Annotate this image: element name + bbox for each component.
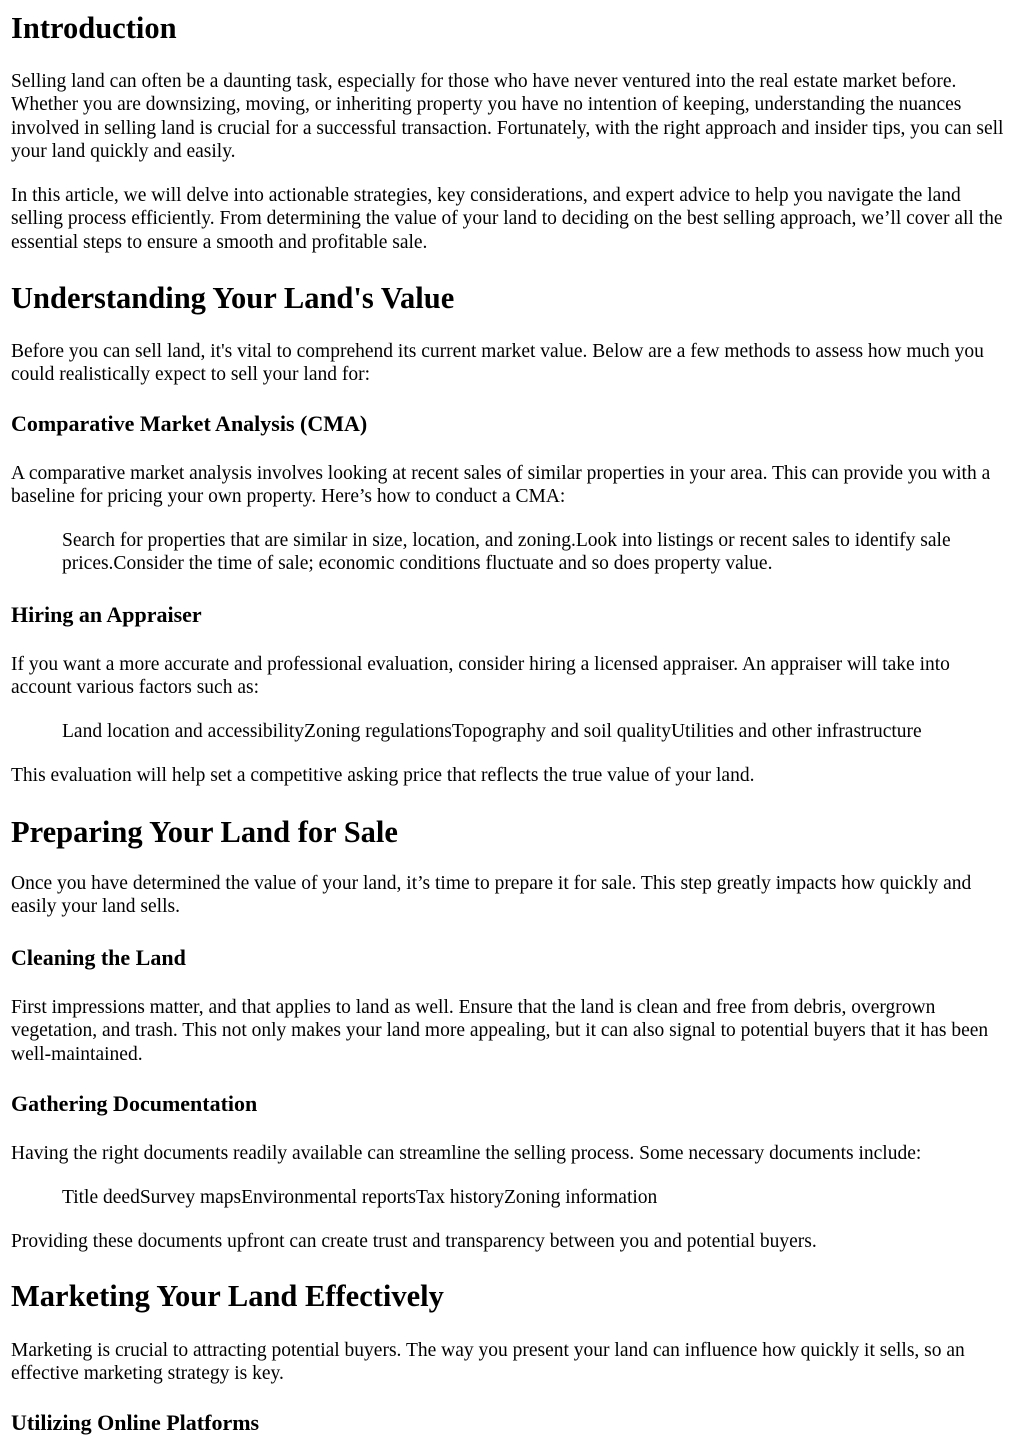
cma-list: Search for properties that are similar in size, location, and zoning.Look into listings or recent sales to identify sale prices.Consider the time of sale; economic conditions fluctuate and so does property value. — [62, 530, 951, 575]
heading-hiring-appraiser: Hiring an Appraiser — [11, 602, 202, 627]
appraiser-paragraph: If you want a more accurate and professional evaluation, consider hiring a licensed appraiser. An appraiser will take into account various factors such as: — [11, 654, 950, 699]
docs-paragraph-2: Providing these documents upfront can create trust and transparency between you and potential buyers. — [11, 1231, 817, 1252]
heading-cleaning-land: Cleaning the Land — [11, 945, 186, 970]
heading-preparing-land: Preparing Your Land for Sale — [11, 815, 398, 849]
docs-paragraph: Having the right documents readily available can streamline the selling process. Some necessary documents include: — [11, 1143, 922, 1164]
cleaning-paragraph: First impressions matter, and that applies to land as well. Ensure that the land is clean and free from debris, overgrown vegetation, and trash. This not only makes your land more appealing, but it can also signal to potential buyers that it has been well-maintained. — [11, 997, 989, 1065]
prepare-paragraph: Once you have determined the value of your land, it’s time to prepare it for sale. This step greatly impacts how quickly and easily your land sells. — [11, 873, 972, 918]
cma-paragraph: A comparative market analysis involves looking at recent sales of similar properties in your area. This can provide you with a baseline for pricing your own property. Here’s how to conduct a CMA: — [11, 463, 991, 508]
intro-paragraph-1: Selling land can often be a daunting task, especially for those who have never ventured into the real estate market before. Whether you are downsizing, moving, or inheriting property you have no intention of keeping, understanding the nuances involved in selling land is crucial for a successful transaction. Fortunately, with the right approach and insider tips, you can sell your land quickly and easily. — [11, 71, 1004, 162]
appraiser-list: Land location and accessibilityZoning regulationsTopography and soil qualityUtilities and other infrastructure — [62, 721, 922, 742]
heading-cma: Comparative Market Analysis (CMA) — [11, 411, 368, 436]
heading-marketing-land: Marketing Your Land Effectively — [11, 1279, 444, 1313]
value-paragraph: Before you can sell land, it's vital to comprehend its current market value. Below are a few methods to assess how much you could realistically expect to sell your land for: — [11, 341, 984, 386]
intro-paragraph-2: In this article, we will delve into actionable strategies, key considerations, and expert advice to help you navigate the land selling process efficiently. From determining the value of your land to deciding on the best selling approach, we’ll cover all the essential steps to ensure a smooth and profitable sale. — [11, 185, 1003, 253]
marketing-paragraph: Marketing is crucial to attracting potential buyers. The way you present your land can influence how quickly it sells, so an effective marketing strategy is key. — [11, 1340, 965, 1385]
heading-gathering-documentation: Gathering Documentation — [11, 1091, 258, 1116]
appraiser-paragraph-2: This evaluation will help set a competitive asking price that reflects the true value of your land. — [11, 765, 755, 786]
heading-introduction: Introduction — [11, 11, 177, 45]
heading-online-platforms: Utilizing Online Platforms — [11, 1410, 260, 1435]
heading-understanding-value: Understanding Your Land's Value — [11, 281, 455, 315]
docs-list: Title deedSurvey mapsEnvironmental reportsTax historyZoning information — [62, 1187, 658, 1208]
